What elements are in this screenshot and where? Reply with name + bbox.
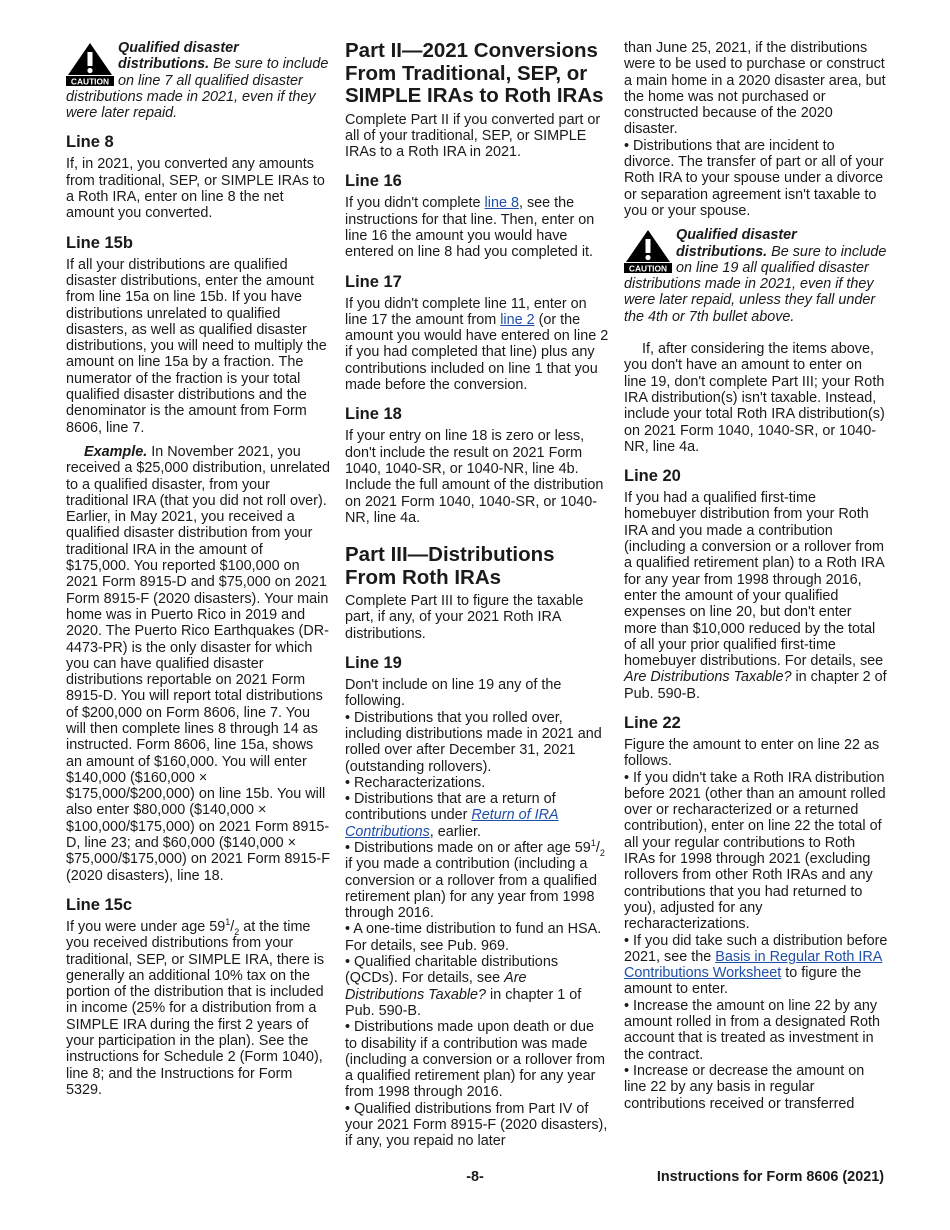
list-item [345,954,609,1019]
part-3-text: Complete Part III to figure the taxable part, if any, of your 2021 Roth IRA distributions. [345,593,584,642]
line-20-text-b: in chapter 2 of Pub. 590-B. [624,669,887,702]
caution-note-line19 [624,227,888,325]
line-16-text-b: , see the instructions for that line. Then, enter on line 16 the amount you would have entered on line 8 had you completed it. [345,195,595,261]
column-2 [345,40,609,1150]
caution-label: CAUTION [628,263,668,274]
example-label: Example. [84,443,148,460]
page-number: -8- [466,1169,484,1185]
heading-part-3: Part III—Distributions From Roth IRAs [345,543,555,589]
caution-title: Qualified disaster distributions. [676,227,797,260]
document-title: Instructions for Form 8606 (2021) [656,1169,884,1185]
list-item: • Increase or decrease the amount on line 22 by any basis in regular contributions received or transferred [624,1062,865,1112]
list-item: • Distributions made on or after age $59^1/_2$ if you made a contribution (including a conversion or a rollover from a qualified retirement plan) for any year from 1998 through 2016. [345,838,605,922]
heading-line-22: Line 22 [624,713,681,732]
list-item-text: • If you did take such a distribution before 2021, see the [624,932,888,965]
caution-warning-icon [624,229,672,273]
reference-title: Are Distributions Taxable? [345,970,527,1003]
heading-line-16: Line 16 [345,172,402,191]
caution-body: Be sure to include on line 7 all qualified disaster distributions made in 2021, even if they were later repaid. [66,56,329,122]
list-item [345,791,609,840]
caution-label: CAUTION [70,76,110,86]
line-17-text [345,296,609,394]
list-item: • A one-time distribution to fund an HSA. For details, see Pub. 969. [345,921,602,954]
heading-line-20: Line 20 [624,467,681,486]
line-19-intro: Don't include on line 19 any of the following. [345,677,562,710]
heading-line-8: Line 8 [66,133,114,152]
fraction-numerator: 1 [225,917,231,928]
line-16-text-a: If you didn't complete [345,195,485,212]
list-item: • Recharacterizations. [345,774,486,791]
line-22-intro: Figure the amount to enter on line 22 as follows. [624,736,880,770]
fraction-numerator: 1 [590,838,596,849]
line-15c-text: If you were under age $59^1/_2$ at the time you received distributions from your traditional, SEP, or SIMPLE IRA, there is generally an additional 10% tax on the portion of the distribution that is included in income (25% for a distribution from a SIMPLE IRA during the first 2 years of your participation in the plan). See the instructions for Schedule 2 (Form 1040), line 8; and the Instructions for Form 5329. [66,917,325,1098]
line-20-text-a: If you had a qualified first-time homebuyer distribution from your Roth IRA and you made a contribution (including a conversion or a rollover from a qualified retirement plan) to a Roth IRA for any year from 1998 through 2016, enter the amount of your qualified expenses on line 20, but don't enter more than $10,000 reduced by the total of all your prior qualified first-time homebuyer distributions. For details, see [624,490,884,670]
line-17-text-b: (or the amount you would have entered on line 2 if you had completed that line) plus any contributions included on line 1 that you made before the conversion. [345,311,609,394]
list-item: • Distributions that you rolled over, including distributions made in 2021 and rolled over after December 31, 2021 (outstanding rollovers). [345,709,602,775]
example-paragraph [66,444,330,884]
heading-line-15b: Line 15b [66,233,133,252]
heading-line-19: Line 19 [345,654,402,673]
list-item-text: if you made a contribution (including a conversion or a rollover from a qualified retirement plan) for any year from 1998 through 2016. [345,856,597,922]
heading-line-15c: Line 15c [66,895,133,914]
list-item: • Qualified distributions from Part IV of your 2021 Form 8915-F (2020 disasters), if any, you repaid no later [345,1100,608,1150]
fraction-denominator: 2 [234,926,240,937]
caution-note-line7 [66,40,330,121]
caution-title: Qualified disaster distributions. [118,40,239,73]
heading-line-18: Line 18 [345,405,402,424]
column-1 [66,40,330,1098]
heading-line-17: Line 17 [345,272,402,291]
line-15c-text-b: at the time you received distributions from your traditional, SEP, or SIMPLE IRA, there is generally an additional 10% tax on the portion of the distribution that is included in income (25% for a distribution from a SIMPLE IRA during the first 2 years of your participation in the plan). See the instructions for Schedule 2 (Form 1040), line 8; and the Instructions for Form 5329. [66,918,325,1098]
line-16-text [345,195,609,260]
fraction-denominator: 2 [599,847,605,858]
reference-title: Are Distributions Taxable? [624,669,792,686]
line-15b-text: If all your distributions are qualified disaster distributions, enter the amount from line 15a on line 15b. If you have distributions unrelated to qualified disasters, as well as qualified disaster distributions, you will need to multiply the amount on line 15a by a fraction. The numerator of the fraction is your total qualified disaster distributions and the denominator is the amount from Form 8606, line 7. [66,256,327,436]
list-item: • Increase the amount on line 22 by any amount rolled in from a designated Roth account that is treated as investment in the contract. [624,997,880,1063]
list-item-text: in chapter 1 of Pub. 590-B. [345,986,582,1019]
caution-body: Be sure to include on line 19 all qualified disaster distributions made in 2021, even if they were later repaid, unless they fall under the 4th or 7th bullet above. [624,243,887,325]
list-item-text: , earlier. [429,823,481,840]
line-20-text [624,490,888,702]
line-15c-text-a: If you were under age 59 [66,918,226,935]
part-2-text: Complete Part II if you converted part or all of your traditional, SEP, or SIMPLE IRAs to a Roth IRA in 2021. [345,111,601,161]
line-8-text: If, in 2021, you converted any amounts from traditional, SEP, or SIMPLE IRAs to a Roth IRA, enter on line 8 the net amount you converted. [66,156,325,222]
column-3 [624,40,888,1112]
list-item-text: • Distributions made on or after age 59 [345,840,591,856]
link-basis-worksheet[interactable]: Basis in Regular Roth IRA Contributions Worksheet [624,948,883,982]
line-18-text: If your entry on line 18 is zero or less, don't include the result on 2021 Form 1040, 1040-SR, or 1040-NR, line 4b. Include the full amount of the distribution on 2021 Form 1040, 1040-SR, or 1040-NR, line 4a. [345,428,604,526]
list-item: • If you didn't take a Roth IRA distribution before 2021 (other than an amount rolled over or recharacterized or a returned contribution), enter on line 22 the total of all your regular contributions to Roth IRAs for 1998 through 2021 (excluding rollovers from other Roth IRAs and any contributions that you had returned to you), adjusted for any recharacterizations. [624,769,886,933]
link-line-2[interactable]: line 2 [500,311,535,328]
example-text: In November 2021, you received a $25,000 distribution, unrelated to a qualified disaster, from your traditional IRA (that you did not roll over). Earlier, in May 2021, you received a qualified disaster distribution from your traditional IRA in the amount of $175,000. You reported $100,000 on 2021 Form 8915-D and $75,000 on 2021 Form 8915-F (2020 disasters). Your main home was in Puerto Rico in 2019 and 2020. The Puerto Rico Earthquakes (DR-4473-PR) is the only disaster for which you can have qualified disaster distributions reportable on 2021 Form 8915-D. You will report total distributions of $200,000 on Form 8606, line 7. You will then complete lines 8 through 14 as instructed. Form 8606, line 15a, shows an amount of $160,000. You will enter $140,000 ($160,000 × $175,000/$200,000) on line 15b. You will also enter $80,000 ($140,000 × $100,000/$175,000) on 2021 Form 8915-D, line 23; and $60,000 ($140,000 × $75,000/$175,000) on 2021 Form 8915-F (2020 disasters), line 18. [66,443,331,884]
list-item: • Distributions made upon death or due to disability if a contribution was made (including a conversion or a rollover from a qualified retirement plan) for any year from 1998 through 2016. [345,1019,605,1101]
list-item-text: • Distributions that are a return of contributions under [345,791,556,824]
line-17-text-a: If you didn't complete line 11, enter on line 17 the amount from [345,295,587,328]
caution-warning-icon [66,42,114,86]
after-bullets-text: If, after considering the items above, you don't have an amount to enter on line 19, don't complete Part III; your Roth IRA distribution(s) isn't taxable. Instead, include your total Roth IRA distribution(s) on 2021 Form 1040, 1040-SR, or 1040-NR, line 4a. [624,341,885,455]
list-item-continued: than June 25, 2021, if the distributions were to be used to purchase or construct a main home in a 2020 disaster area, but the home was not purchased or constructed because of the 2020 disaster. [624,40,886,138]
link-line-8[interactable]: line 8 [484,195,519,212]
list-item-text: to figure the amount to enter. [624,965,862,998]
list-item: • Distributions that are incident to divorce. The transfer of part or all of your Roth IRA to your spouse under a divorce or separation agreement isn't taxable to you or your spouse. [624,137,884,219]
link-return-of-ira-contributions[interactable]: Return of IRA Contributions [345,807,559,840]
list-item [624,933,888,998]
list-item-text: • Qualified charitable distributions (QCDs). For details, see [345,954,559,987]
heading-part-2: Part II—2021 Conversions From Traditional, SEP, or SIMPLE IRAs to Roth IRAs [345,39,604,107]
